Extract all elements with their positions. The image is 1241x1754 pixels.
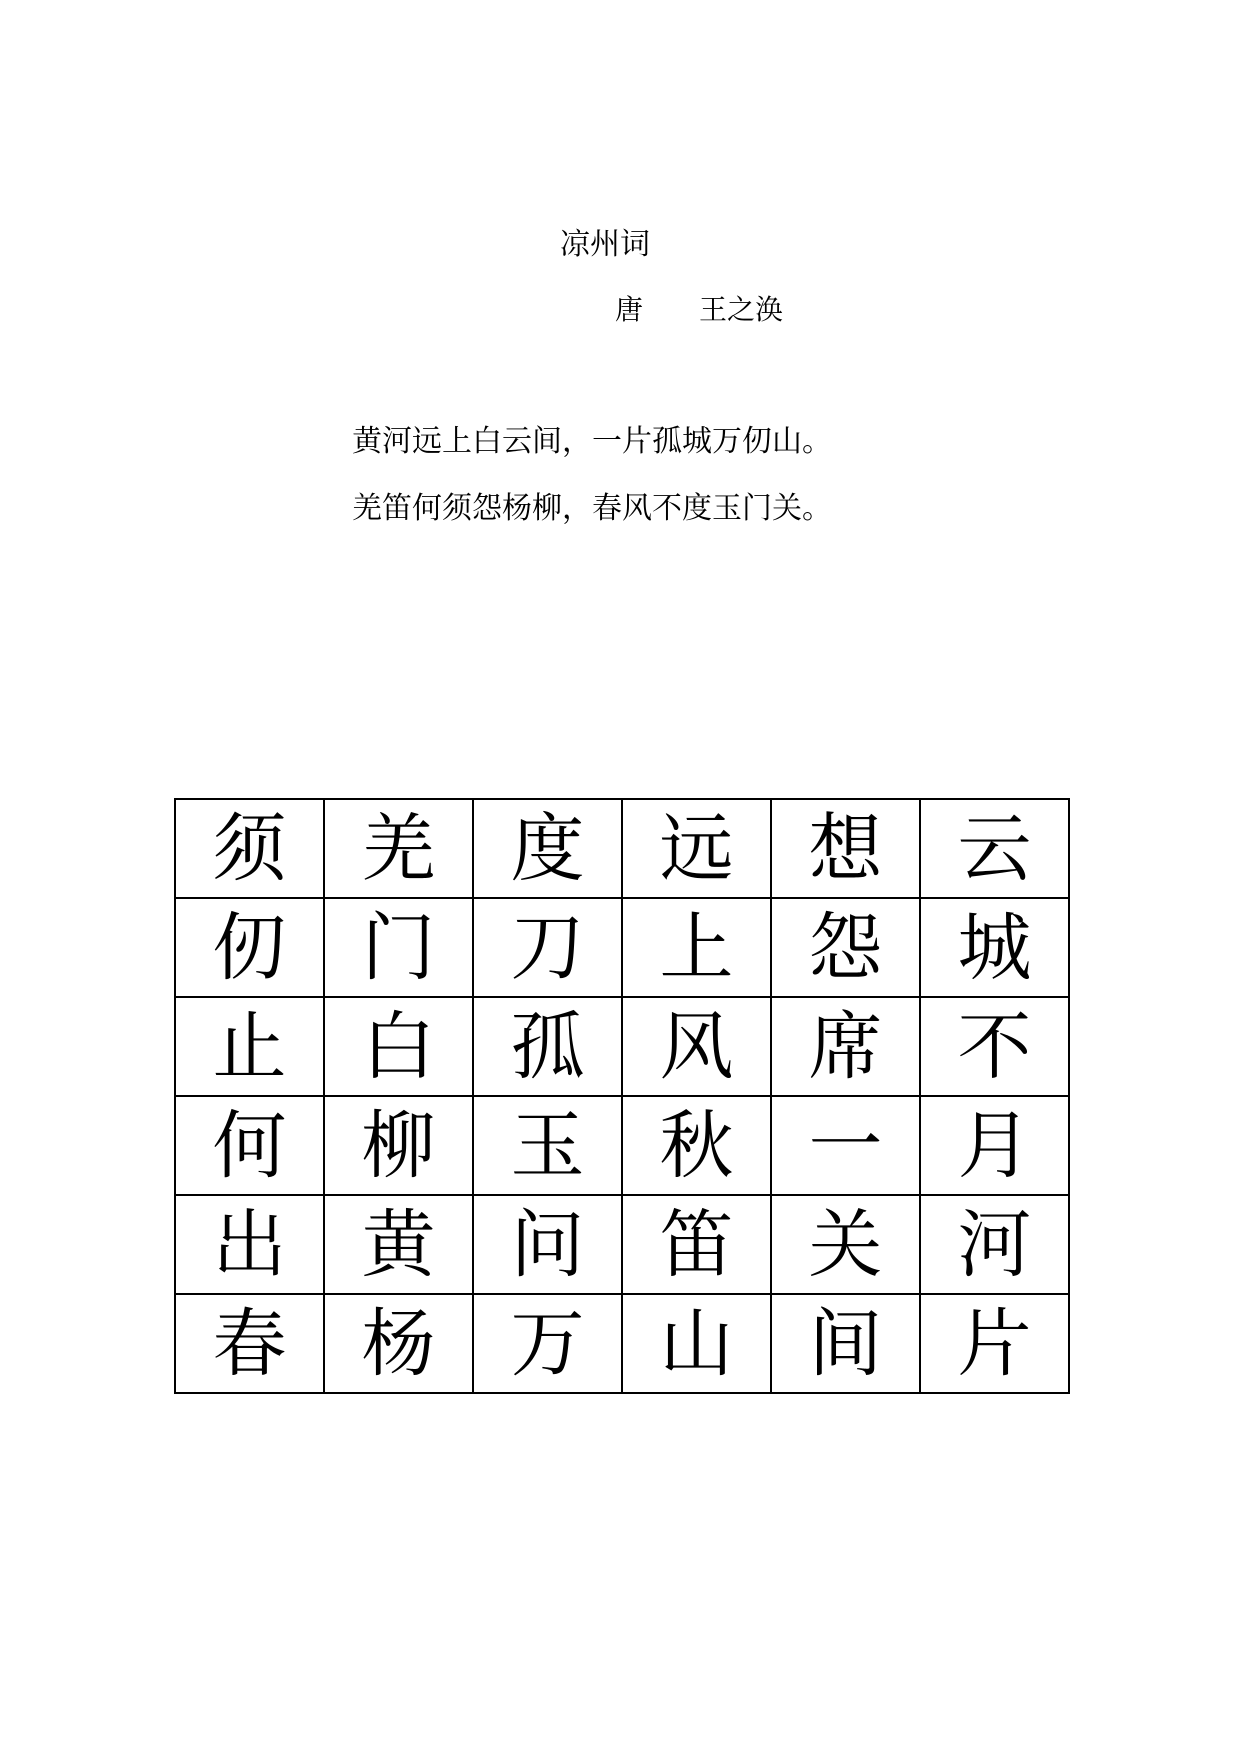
grid-row	[175, 1294, 1069, 1393]
grid-cell: 黄	[324, 1195, 473, 1294]
grid-cell: 关	[771, 1195, 920, 1294]
grid-cell: 柳	[324, 1096, 473, 1195]
grid-cell: 怨	[771, 898, 920, 997]
grid-cell: 一	[771, 1096, 920, 1195]
grid-cell: 笛	[622, 1195, 771, 1294]
grid-cell: 白	[324, 997, 473, 1096]
poem-line-1: 黄河远上白云间，一片孤城万仞山。	[352, 424, 832, 459]
grid-cell: 城	[920, 898, 1069, 997]
grid-row	[175, 1195, 1069, 1294]
poem-line-2: 羌笛何须怨杨柳，春风不度玉门关。	[352, 491, 832, 526]
grid-cell: 山	[622, 1294, 771, 1393]
grid-cell: 问	[473, 1195, 622, 1294]
grid-cell: 杨	[324, 1294, 473, 1393]
grid-cell: 羌	[324, 799, 473, 898]
grid-cell: 度	[473, 799, 622, 898]
grid-cell: 玉	[473, 1096, 622, 1195]
character-grid	[174, 798, 1070, 1394]
grid-cell: 孤	[473, 997, 622, 1096]
poem-byline	[615, 291, 783, 329]
grid-cell: 席	[771, 997, 920, 1096]
poem-title: 凉州词	[560, 227, 650, 262]
grid-cell: 万	[473, 1294, 622, 1393]
grid-cell: 止	[175, 997, 324, 1096]
grid-cell: 出	[175, 1195, 324, 1294]
grid-cell: 上	[622, 898, 771, 997]
grid-cell: 远	[622, 799, 771, 898]
grid-cell: 不	[920, 997, 1069, 1096]
grid-cell: 云	[920, 799, 1069, 898]
grid-cell: 何	[175, 1096, 324, 1195]
grid-row	[175, 997, 1069, 1096]
grid-row	[175, 898, 1069, 997]
grid-cell: 间	[771, 1294, 920, 1393]
grid-cell: 春	[175, 1294, 324, 1393]
grid-cell: 想	[771, 799, 920, 898]
grid-cell: 门	[324, 898, 473, 997]
grid-cell: 刀	[473, 898, 622, 997]
grid-row	[175, 1096, 1069, 1195]
poem-author: 王之涣	[699, 293, 784, 326]
grid-cell: 风	[622, 997, 771, 1096]
grid-cell: 须	[175, 799, 324, 898]
grid-cell: 秋	[622, 1096, 771, 1195]
grid-cell: 月	[920, 1096, 1069, 1195]
grid-cell: 仞	[175, 898, 324, 997]
grid-cell: 河	[920, 1195, 1069, 1294]
grid-row	[175, 799, 1069, 898]
grid-cell: 片	[920, 1294, 1069, 1393]
poem-dynasty: 唐	[615, 293, 644, 326]
